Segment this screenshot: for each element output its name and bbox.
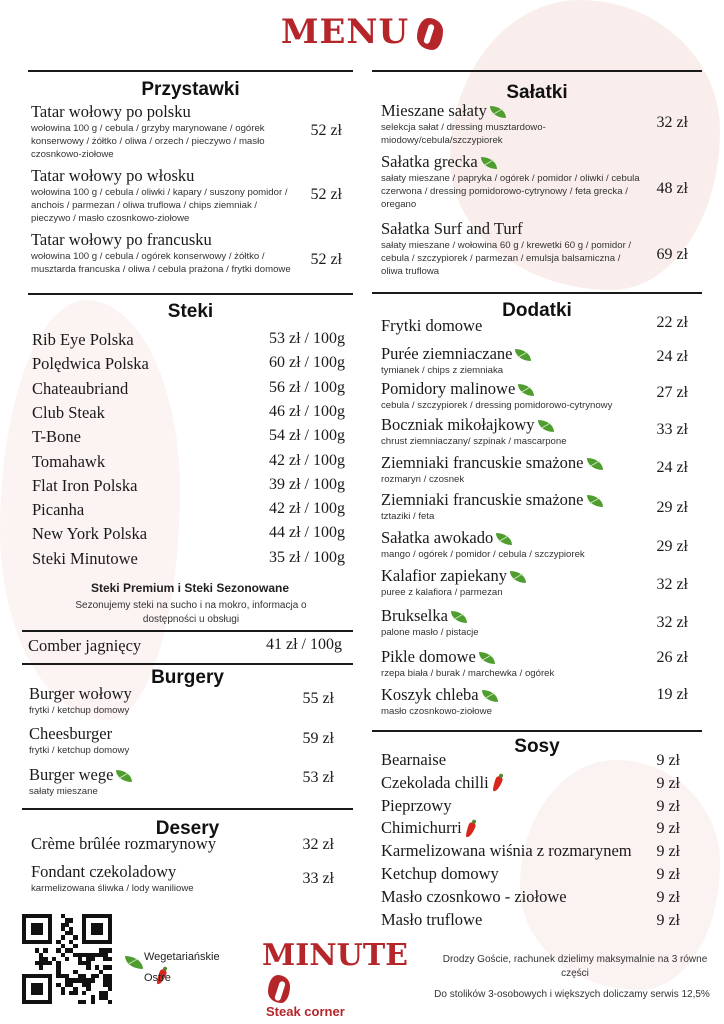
item-name: Tatar wołowy po polsku — [31, 102, 191, 121]
item-name: Tatar wołowy po francusku — [31, 230, 212, 249]
item-name-text: Mieszane sałaty — [381, 101, 487, 120]
item-name: Tomahawk — [32, 451, 106, 471]
qr-module — [91, 978, 95, 982]
item-name — [381, 606, 646, 626]
leaf-icon — [587, 495, 603, 507]
footer-note-bill: Drodzy Goście, rachunek dzielimy maksymalnie na 3 równe części — [442, 954, 708, 979]
menu-item — [31, 166, 299, 225]
qr-module — [91, 923, 104, 936]
item-price: 9 zł — [656, 797, 680, 815]
menu-item — [381, 344, 646, 377]
qr-module — [22, 914, 26, 944]
item-name — [381, 453, 646, 473]
steak-icon — [417, 18, 443, 50]
item-price: 32 zł — [656, 614, 688, 631]
item-price: 19 zł — [656, 686, 688, 703]
item-name-text: Bearnaise — [381, 750, 447, 769]
item-desc: wołowina 100 g / cebula / grzyby marynowane / ogórek konserwowy / żółtko / oliwa / orzech / pieczywo / masło czosnkowo-ziołowe — [31, 123, 265, 160]
menu-item — [381, 415, 646, 448]
leaf-icon — [125, 956, 143, 969]
item-price: 60 zł / 100g — [269, 354, 345, 372]
item-desc: frytki / ketchup domowy — [29, 705, 130, 716]
item-name: Fondant czekoladowy — [31, 862, 177, 881]
section-divider — [22, 663, 353, 665]
section-title-salatki: Sałatki — [506, 82, 568, 103]
section-divider — [28, 293, 353, 295]
chili-icon — [464, 821, 476, 838]
item-name — [381, 841, 632, 861]
item-name-text: Czekolada chilli — [381, 772, 489, 792]
qr-module — [31, 923, 44, 936]
item-name — [381, 887, 567, 907]
item-price: 69 zł — [656, 246, 688, 263]
item-price: 52 zł — [310, 251, 342, 268]
item-name — [381, 566, 646, 586]
item-name-text: Karmelizowana wiśnia z rozmarynem — [381, 841, 632, 861]
menu-title-text: MENU — [280, 12, 410, 52]
leaf-icon — [479, 652, 495, 664]
item-price: 46 zł / 100g — [269, 402, 345, 420]
item-price: 33 zł — [302, 870, 334, 887]
item-desc: sałaty mieszane — [29, 786, 98, 797]
item-desc: mango / ogórek / pomidor / cebula / szczypiorek — [381, 549, 585, 560]
item-name-text: Kalafior zapiekany — [381, 566, 507, 585]
item-name-text: Brukselka — [381, 606, 448, 625]
qr-module — [61, 991, 65, 995]
item-price: 48 zł — [656, 180, 688, 197]
premium-note: Sezonujemy steki na sucho i na mokro, informacja o dostępności u obsługi — [75, 600, 307, 625]
item-name-text: Ziemniaki francuskie smażone — [381, 453, 584, 472]
item-desc: rozmaryn / czosnek — [381, 474, 465, 485]
qr-module — [95, 974, 99, 978]
premium-title: Steki Premium i Steki Sezonowane — [90, 581, 290, 595]
section-title-desery: Desery — [155, 818, 220, 839]
item-name — [381, 415, 646, 435]
item-name-text: Purée ziemniaczane — [381, 344, 513, 363]
item-name: New York Polska — [32, 524, 148, 544]
item-name-text: Chimichurri — [381, 818, 462, 838]
menu-item — [31, 834, 291, 854]
item-name — [381, 818, 474, 838]
qr-module — [82, 1000, 86, 1004]
item-name-text: Burger wege — [29, 765, 114, 784]
qr-module — [48, 974, 52, 1004]
qr-module — [108, 965, 112, 969]
legend-veg: Wegetariańskie — [144, 951, 220, 963]
item-name: Burger wołowy — [29, 684, 132, 703]
menu-item — [31, 230, 299, 276]
section-title-przystawki: Przystawki — [141, 79, 240, 100]
item-desc: sałaty mieszane / papryka / ogórek / pomidor / oliwki / cebula czerwona / dressing pomidorowo-cytrynowy / feta grecka / oregano — [381, 173, 640, 210]
item-price: 52 zł — [310, 122, 342, 139]
item-name — [29, 765, 279, 785]
section-title-dodatki: Dodatki — [502, 300, 572, 321]
item-price: 9 zł — [656, 911, 680, 929]
item-price: 24 zł — [656, 348, 688, 365]
item-name-text: Masło truflowe — [381, 909, 483, 929]
leaf-icon — [518, 384, 534, 396]
menu-title — [0, 12, 724, 52]
item-price: 44 zł / 100g — [269, 524, 345, 542]
section-title-steki: Steki — [167, 301, 214, 322]
item-name-text: Pomidory malinowe — [381, 379, 516, 398]
section-title-sosy: Sosy — [514, 736, 560, 757]
leaf-icon — [496, 533, 512, 545]
qr-module — [22, 974, 26, 1004]
section-divider — [22, 630, 353, 632]
menu-item — [29, 724, 279, 757]
item-price: 39 zł / 100g — [269, 475, 345, 493]
item-price: 54 zł / 100g — [269, 427, 345, 445]
menu-item — [29, 684, 279, 717]
item-name: Crème brûlée rozmarynowy — [31, 834, 217, 853]
item-price: 42 zł / 100g — [269, 500, 345, 518]
qr-module — [91, 957, 95, 961]
item-name: Picanha — [32, 500, 85, 520]
item-name: Comber jagnięcy — [28, 636, 142, 655]
item-desc: palone masło / pistacje — [381, 627, 479, 638]
menu-item — [381, 685, 646, 718]
footer-brand-sub: Steak corner — [266, 1004, 345, 1019]
leaf-icon — [515, 349, 531, 361]
item-price: 56 zł / 100g — [269, 378, 345, 396]
item-name: Rib Eye Polska — [32, 330, 134, 349]
item-name — [381, 490, 646, 510]
item-price: 9 zł — [656, 752, 680, 769]
menu-item — [381, 101, 641, 147]
item-price: 41 zł / 100g — [266, 636, 342, 653]
item-price: 32 zł — [656, 114, 688, 131]
item-desc: frytki / ketchup domowy — [29, 745, 130, 756]
item-name-text: Masło czosnkowo - ziołowe — [381, 886, 567, 906]
qr-module — [91, 1000, 95, 1004]
item-name: Polędwica Polska — [32, 354, 149, 374]
item-name: Tatar wołowy po włosku — [31, 166, 195, 185]
item-name — [381, 316, 646, 336]
leaf-icon — [510, 571, 526, 583]
section-divider — [372, 70, 702, 72]
item-name: Chateaubriand — [32, 378, 129, 398]
item-desc: chrust ziemniaczany/ szpinak / mascarpone — [381, 436, 567, 447]
item-name: T-Bone — [32, 427, 81, 447]
qr-module — [108, 1000, 112, 1004]
qr-module — [108, 914, 112, 944]
item-price: 29 zł — [656, 538, 688, 555]
item-name: Sałatka Surf and Turf — [381, 219, 523, 238]
menu-item — [381, 152, 641, 211]
item-name — [381, 910, 482, 930]
item-name — [381, 101, 641, 121]
item-name-text: Sałatka awokado — [381, 528, 494, 547]
qr-module — [86, 965, 90, 969]
footer-brand: MINUTE — [262, 938, 409, 973]
menu-item — [381, 219, 641, 278]
item-name: Cheesburger — [29, 724, 113, 743]
menu-item — [29, 765, 279, 798]
footer-note-service: Do stolików 3-osobowych i większych doliczamy serwis 12,5% — [434, 989, 710, 1000]
item-price: 22 zł — [656, 314, 688, 331]
item-price: 9 zł — [656, 843, 680, 861]
menu-item — [381, 606, 646, 639]
menu-item — [381, 316, 646, 336]
qr-module — [73, 935, 77, 939]
item-price: 9 zł — [656, 866, 680, 883]
item-name — [381, 647, 646, 667]
item-desc: puree z kalafiora / parmezan — [381, 587, 503, 598]
section-title-burgery: Burgery — [151, 667, 224, 688]
item-desc: masło czosnkowo-ziołowe — [381, 706, 492, 717]
item-name-text: Boczniak mikołajkowy — [381, 415, 535, 434]
item-name — [381, 796, 452, 816]
item-desc: rzepa biała / burak / marchewka / ogórek — [381, 668, 555, 679]
item-price: 32 zł — [656, 576, 688, 593]
item-name-text: Ziemniaki francuskie smażone — [381, 490, 584, 509]
qr-module — [31, 983, 44, 996]
qr-module — [43, 948, 47, 952]
item-desc: wołowina 100 g / cebula / ogórek konserwowy / żółtko / musztarda francuska / oliwa / cebula prażona / frytki domowe — [31, 251, 291, 275]
qr-module — [48, 961, 52, 965]
item-price: 53 zł / 100g — [269, 330, 345, 347]
item-name — [381, 152, 641, 172]
item-price: 52 zł — [310, 186, 342, 203]
menu-item — [381, 647, 646, 680]
item-name-text: Sałatka grecka — [381, 152, 478, 171]
item-price: 9 zł — [656, 820, 680, 838]
leaf-icon — [451, 611, 467, 623]
qr-module — [108, 987, 112, 991]
section-divider — [28, 70, 353, 72]
steak-icon — [268, 975, 290, 1003]
item-name — [381, 685, 646, 705]
leaf-icon — [481, 157, 497, 169]
item-price: 9 zł — [656, 888, 680, 906]
qr-code[interactable] — [22, 914, 112, 1004]
qr-module — [39, 965, 43, 969]
qr-module — [65, 957, 69, 961]
item-name-text: Koszyk chleba — [381, 685, 479, 704]
item-price: 33 zł — [656, 421, 688, 438]
footer-brand-logo — [262, 940, 422, 1019]
leaf-icon — [116, 770, 132, 782]
item-desc: sałaty mieszane / wołowina 60 g / krewetki 60 g / pomidor / cebula / szczypiorek / parmezan / emulsja balsamiczna / oliwa truflowa — [381, 240, 632, 277]
qr-module — [82, 914, 86, 944]
item-name — [381, 379, 646, 399]
leaf-icon — [587, 458, 603, 470]
item-price: 53 zł — [302, 769, 334, 786]
qr-module — [61, 935, 65, 939]
qr-module — [73, 991, 77, 995]
legend-hot: Ostre — [144, 972, 171, 984]
item-name — [381, 750, 446, 770]
qr-module — [73, 944, 77, 948]
item-price: 29 zł — [656, 499, 688, 516]
item-name: Club Steak — [32, 402, 105, 422]
item-price: 35 zł / 100g — [269, 548, 345, 566]
section-divider — [372, 292, 702, 294]
leaf-icon — [538, 420, 554, 432]
qr-module — [82, 991, 86, 995]
item-price: 27 zł — [656, 384, 688, 401]
item-price: 42 zł / 100g — [269, 451, 345, 469]
menu-item — [31, 102, 299, 161]
leaf-icon — [482, 690, 498, 702]
menu-item — [381, 566, 646, 599]
item-desc: wołowina 100 g / cebula / oliwki / kapary / suszony pomidor / anchois / parmezan / oliwa truflowa / chips ziemniak / pieczywo / masło czosnkowo-ziołowe — [31, 187, 288, 224]
item-price: 59 zł — [302, 730, 334, 747]
item-name — [381, 528, 646, 548]
menu-item — [31, 862, 291, 895]
item-name — [381, 864, 499, 884]
item-name-text: Pieprzowy — [381, 795, 452, 815]
item-name-text: Ketchup domowy — [381, 864, 499, 883]
qr-module — [69, 918, 73, 922]
item-name: Steki Minutowe — [32, 548, 138, 568]
item-price: 32 zł — [302, 836, 334, 853]
item-name-text: Pikle domowe — [381, 647, 476, 666]
qr-module — [108, 957, 112, 961]
item-desc: selekcja sałat / dressing musztardowo-miodowy/cebula/szczypiorek — [381, 122, 546, 146]
qr-module — [108, 948, 112, 952]
chili-icon — [491, 775, 503, 792]
item-price: 24 zł — [656, 459, 688, 476]
qr-module — [86, 987, 90, 991]
item-desc: cebula / szczypiorek / dressing pomidorowo-cytrynowy — [381, 400, 613, 411]
item-price: 9 zł — [656, 774, 680, 792]
item-name-text: Frytki domowe — [381, 316, 483, 335]
item-desc: karmelizowana śliwka / lody waniliowe — [31, 883, 194, 894]
item-name: Flat Iron Polska — [32, 475, 138, 495]
menu-item — [381, 453, 646, 486]
item-price: 55 zł — [302, 690, 334, 707]
section-divider — [22, 808, 353, 810]
menu-item — [381, 528, 646, 561]
leaf-icon — [490, 106, 506, 118]
item-name — [381, 344, 646, 364]
qr-module — [48, 914, 52, 944]
item-desc: tymianek / chips z ziemniaka — [381, 365, 504, 376]
item-price: 26 zł — [656, 649, 688, 666]
menu-item — [381, 379, 646, 412]
item-name — [381, 773, 501, 793]
item-desc: tztaziki / feta — [381, 511, 435, 522]
menu-item — [381, 490, 646, 523]
section-divider — [372, 730, 702, 732]
